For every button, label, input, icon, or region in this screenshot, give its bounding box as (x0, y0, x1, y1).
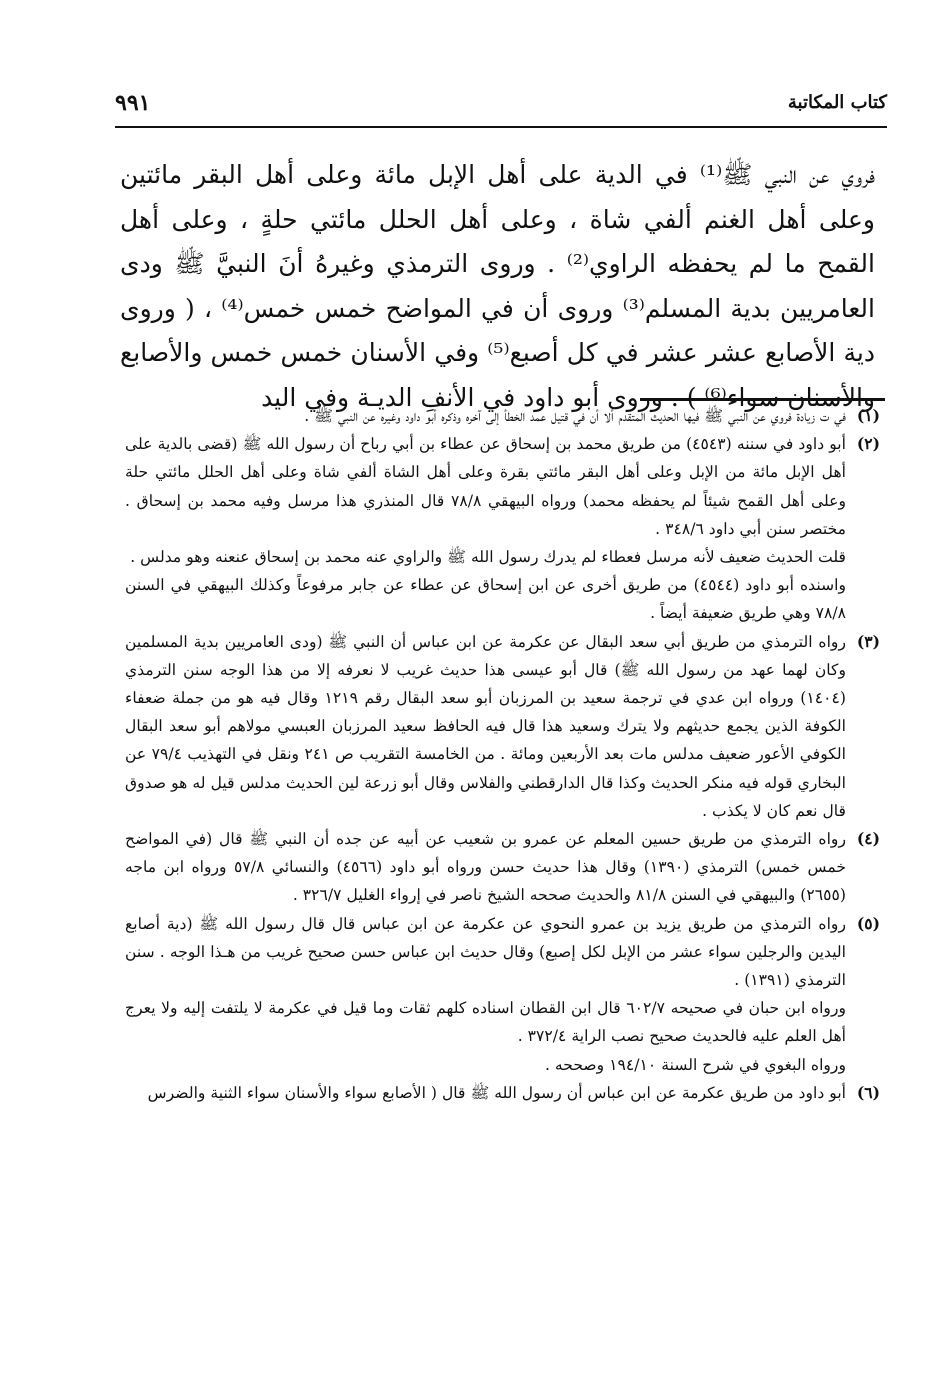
footnote-number: (٢) (856, 434, 880, 454)
footnote-number: (٣) (856, 631, 880, 651)
footnote-paragraph: رواه الترمذي من طريق أبي سعد البقال عن عكرمة عن ابن عباس أن النبي ﷺ (ودى العامريين بدية المسلمين وكان لهما عهد من رسول الله ﷺ) قال أبو عيسى هذا حديث غريب لا نعرفه إلا من هذا الوجه سنن الترمذي (١٤٠٤) ورواه ابن عدي في ترجمة سعيد بن المرزبان أبو سعد البقال رقم ١٢١٩ وقال فيه هو من جملة ضعفاء الكوفة الذين يجمع حديثهم ولا يترك وسعيد هذا قال فيه الحافظ سعيد المرزبان العبسي مولاهم أبو سعد البقال الكوفي الأعور ضعيف مدلس مات بعد الأربعين ومائة . من الخامسة التقريب ص ٢٤١ ونقل في التهذيب ٧٩/٤ عن البخاري قوله فيه منكر الحديث وكذا قال الدارقطني والفلاس وقال أبو زرعة لين الحديث مدلس قيل له هو صدوق قال نعم كان لا يكذب . (125, 632, 846, 820)
header-rule (115, 126, 887, 128)
footnote-paragraph: أبو داود في سننه (٤٥٤٣) من طريق محمد بن إسحاق عن عطاء بن أبي رباح أن رسول الله ﷺ (قضى بالدية على أهل الإبل مائة من الإبل وعلى أهل البقر مائتي بقرة وعلى أهل الشاة ألفي شاة وعلى أهل الحلل مائتي حلة وعلى أهل القمح شيئاً لم يحفظه محمد) ورواه البيهقي ٧٨/٨ قال المنذري هذا مرسل وفيه محمد بن إسحاق . مختصر سنن أبي داود ٣٤٨/٦ . (125, 435, 846, 538)
page-number: ٩٩١ (115, 90, 151, 116)
footnote-number: (١) (856, 406, 880, 425)
footnote-paragraph: واسنده أبو داود (٤٥٤٤) من طريق أخرى عن ابن إسحاق عن عطاء عن جابر مرفوعاً وكذلك البيهقي في السنن ٧٨/٨ وهي طريق ضعيفة أيضاً . (125, 576, 846, 623)
footnote-paragraph: ورواه ابن حبان في صحيحه ٦٠٢/٧ قال ابن القطان اسناده كلهم ثقات وما قيل في عكرمة لا يلتفت إليه ولا يعرج أهل العلم عليه فالحديث صحيح نصب الراية ٣٧٢/٤ . (125, 999, 846, 1046)
footnote-1 (125, 402, 880, 430)
footnote-number: (٦) (856, 1082, 880, 1102)
footnote-3 (125, 628, 880, 825)
footnote-body (125, 430, 846, 627)
footnote-paragraph: أبو داود من طريق عكرمة عن ابن عباس أن رسول الله ﷺ قال ( الأصابع سواء والأسنان سواء الثنية والضرس (147, 1083, 846, 1102)
footnote-6 (125, 1079, 880, 1107)
main-paragraph: فروي عن النبي ﷺ⁽¹⁾ في الدية على أهل الإبل مائة وعلى أهل البقر مائتين وعلى أهل الغنم ألفي شاة ، وعلى أهل الحلل مائتي حلةٍ ، وعلى أهل القمح ما لم يحفظه الراوي⁽²⁾ . وروى الترمذي وغيرهُ أنَ النبيَّ ﷺ ودى العامريين بدية المسلم⁽³⁾ وروى أن في المواضح خمس خمس⁽⁴⁾ ، ( وروى دية الأصابع عشر عشر في كل أصبع⁽⁵⁾ وفي الأسنان خمس خمس والأصابع والأسنان سواء⁽⁶⁾ ) . وروى أبو داود في الأنفِ الديـة وفي اليد (120, 160, 875, 412)
footnote-body (125, 402, 846, 430)
footnote-separator (640, 398, 885, 401)
footnote-number: (٥) (856, 913, 880, 933)
running-title: كتاب المكاتبة (787, 92, 887, 113)
footnote-body (125, 825, 846, 910)
page-header (115, 92, 887, 122)
footnote-paragraph: ورواه البغوي في شرح السنة ١٩٤/١٠ وصححه . (545, 1055, 846, 1074)
footnote-paragraph: في ت زيادة فروي عن النبي ﷺ فيها الحديث المتقدم ألا أن في قتيل عمد الخطأ إلى آخره وذكره أبو داود وغيره عن النبي ﷺ . (304, 407, 846, 425)
footnote-4 (125, 825, 880, 910)
footnote-body (125, 628, 846, 825)
footnote-2 (125, 430, 880, 627)
footnote-number: (٤) (856, 829, 880, 849)
footnote-body (125, 1079, 846, 1107)
footnote-body (125, 910, 846, 1079)
main-text-block (120, 153, 875, 420)
footnotes (125, 402, 880, 1107)
footnote-5 (125, 910, 880, 1079)
footnote-paragraph: رواه الترمذي من طريق حسين المعلم عن عمرو بن شعيب عن أبيه عن جده أن النبي ﷺ قال (في المواضح خمس خمس) الترمذي (١٣٩٠) وقال هذا حديث حسن ورواه أبو داود (٤٥٦٦) والنسائي ٥٧/٨ ورواه ابن ماجه (٢٦٥٥) والبيهقي في السنن ٨١/٨ والحديث صححه الشيخ ناصر في إرواء الغليل ٣٢٦/٧ . (125, 830, 846, 905)
footnote-paragraph: رواه الترمذي من طريق يزيد بن عمرو النحوي عن عكرمة عن ابن عباس قال قال رسول الله ﷺ (دية أصابع اليدين والرجلين سواء عشر من الإبل لكل إصبع) وقال حديث ابن عباس حسن صحيح غريب من هـذا الوجه . سنن الترمذي (١٣٩١) . (125, 914, 846, 990)
footnote-paragraph: قلت الحديث ضعيف لأنه مرسل فعطاء لم يدرك رسول الله ﷺ والراوي عنه محمد بن إسحاق عنعنه وهو مدلس . (130, 548, 846, 567)
